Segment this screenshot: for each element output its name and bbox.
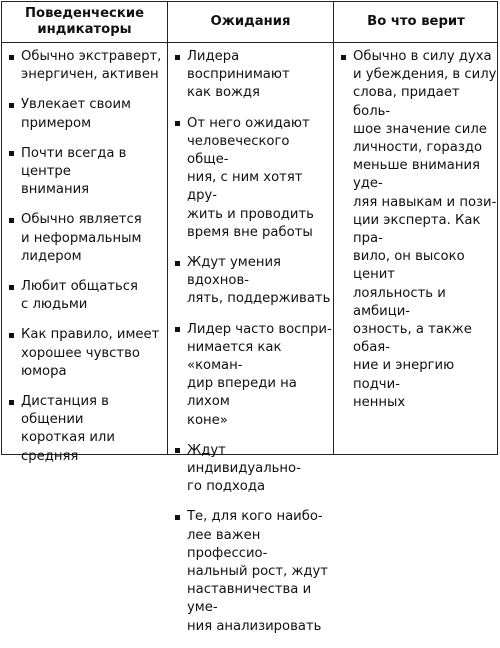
list-item [174, 442, 332, 497]
list-item [174, 254, 332, 309]
bullet-icon [175, 55, 180, 60]
list-item [8, 326, 166, 381]
list-item [8, 96, 166, 132]
item-text: Любит общаться с людьми [21, 279, 138, 313]
item-text: От него ожидают человеческого обще- ния, с ним хотят дру- жить и проводить время вне работы [187, 115, 314, 240]
item-text: Лидер часто воспри- нимается как «коман- дир впереди на лихом коне» [187, 321, 332, 428]
item-text: Почти всегда в центре внимания [21, 145, 127, 198]
column-indicators [8, 48, 166, 478]
bullet-icon [9, 151, 14, 156]
list-item [8, 393, 166, 466]
bullet-icon [175, 121, 180, 126]
bullet-icon [175, 448, 180, 453]
list-item [8, 145, 166, 200]
item-text: Обычно в силу духа и убеждения, в силу слова, придает боль- шое значение силе личности, гораздо меньше внимания уде- ляя навыкам и пози- ции эксперта. Как пра- вило, он высоко ценит лояльность и амбици- озность, а также обая- ние и энергию подчи- ненных [353, 49, 497, 410]
item-text: Те, для кого наибо- лее важен профессио- нальный рост, ждут наставничества и уме- ния анализировать [187, 509, 328, 634]
list-item [174, 508, 332, 635]
column-expectations [174, 48, 332, 648]
bullet-icon [9, 400, 14, 405]
item-text: Ждут индивидуально- го подхода [187, 442, 301, 495]
bullet-icon [9, 55, 14, 60]
bullet-icon [9, 218, 14, 223]
item-text: Ждут умения вдохнов- лять, поддерживать [187, 255, 331, 307]
item-text: Обычно является и неформальным лидером [21, 212, 142, 264]
list-item [174, 48, 332, 103]
bullet-icon [9, 103, 14, 108]
list-item [8, 278, 166, 314]
header-indicators: Поведенческие индикаторы [24, 6, 145, 37]
header-expectations: Ожидания [210, 14, 291, 29]
item-text: Увлекает своим примером [21, 97, 131, 131]
bullet-icon [9, 285, 14, 290]
list-item [174, 321, 332, 430]
header-beliefs: Во что верит [367, 14, 465, 29]
bullet-icon [175, 261, 180, 266]
item-text: Как правило, имеет хорошее чувство юмора [21, 327, 160, 379]
item-text: Лидера воспринимают как вождя [187, 49, 290, 101]
item-text: Обычно экстраверт, энергичен, активен [21, 49, 162, 83]
bullet-icon [175, 515, 180, 520]
column-beliefs [340, 48, 497, 424]
bullet-icon [175, 327, 180, 332]
list-item [8, 211, 166, 266]
list-item [340, 48, 497, 412]
column-divider [167, 2, 168, 454]
list-item [8, 48, 166, 84]
list-item [174, 115, 332, 242]
leadership-table [1, 1, 498, 634]
header-divider [2, 42, 497, 43]
bullet-icon [341, 55, 346, 60]
bullet-icon [9, 333, 14, 338]
column-divider [333, 2, 334, 454]
item-text: Дистанция в общении короткая или средняя [21, 394, 115, 464]
